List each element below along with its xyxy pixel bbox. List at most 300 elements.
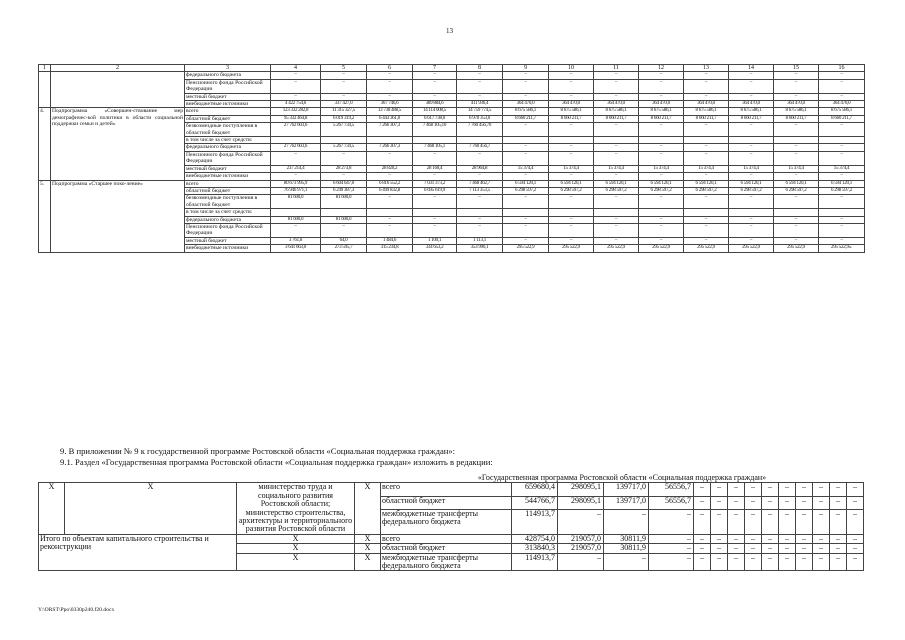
value-cell: – bbox=[796, 553, 813, 571]
value-cell: – bbox=[847, 496, 864, 509]
value-cell: 411 936,4 bbox=[457, 101, 503, 108]
value-cell: – bbox=[774, 195, 819, 209]
value-cell bbox=[321, 209, 367, 216]
value-cell: 367 746,6 bbox=[367, 101, 413, 108]
value-cell: – bbox=[639, 123, 684, 137]
value-cell bbox=[684, 137, 729, 144]
value-cell: 6 298 597,2 bbox=[639, 187, 684, 194]
value-cell: 8 660 211,7 bbox=[819, 115, 865, 122]
value-cell: 6 499 832,8 bbox=[367, 187, 413, 194]
value-cell: – bbox=[321, 79, 367, 93]
value-cell: – bbox=[594, 223, 639, 237]
value-cell: 14 759 774,5 bbox=[457, 108, 503, 115]
funding-source: внебюджетные источники bbox=[185, 245, 271, 252]
value-cell: 6 298 597,2 bbox=[503, 187, 549, 194]
funding-source: безвозмездные поступления в областной бюджет bbox=[185, 123, 271, 137]
column-number: 14 bbox=[729, 65, 774, 72]
column-number: 4 bbox=[271, 65, 321, 72]
funding-source: в том числе за счет средств: bbox=[185, 137, 271, 144]
value-cell: – bbox=[813, 483, 830, 496]
row-number bbox=[39, 72, 51, 108]
value-cell: 64,0 bbox=[321, 237, 367, 244]
value-cell: 56556,7 bbox=[649, 483, 694, 496]
column-number: 8 bbox=[457, 65, 503, 72]
value-cell: – bbox=[819, 93, 865, 100]
value-cell: – bbox=[367, 79, 413, 93]
value-cell: – bbox=[457, 223, 503, 237]
value-cell bbox=[594, 137, 639, 144]
value-cell: – bbox=[819, 237, 865, 244]
value-cell: – bbox=[594, 93, 639, 100]
program-heading-row bbox=[39, 474, 864, 483]
column-number: 9 bbox=[503, 65, 549, 72]
value-cell: – bbox=[728, 509, 745, 534]
value-cell: 30811,9 bbox=[604, 534, 649, 543]
value-cell: – bbox=[457, 173, 503, 180]
value-cell: – bbox=[779, 534, 796, 543]
value-cell: – bbox=[558, 553, 604, 571]
value-cell: – bbox=[745, 544, 762, 553]
value-cell: 114913,7 bbox=[512, 553, 558, 571]
table-row bbox=[39, 534, 864, 543]
value-cell: 8 660 211,7 bbox=[774, 115, 819, 122]
object-cell: X bbox=[65, 483, 237, 534]
amendment-note-9: 9. В приложении № 9 к государственной программе Ростовской области «Социальная поддержка граждан»: bbox=[60, 446, 456, 456]
column-number: 6 bbox=[367, 65, 413, 72]
value-cell: – bbox=[830, 553, 847, 571]
funding-source: областной бюджет bbox=[381, 544, 512, 553]
value-cell: – bbox=[762, 496, 779, 509]
value-cell: – bbox=[549, 151, 594, 165]
value-cell: – bbox=[830, 483, 847, 496]
value-cell: 295 522,9 bbox=[594, 245, 639, 252]
value-cell: – bbox=[594, 195, 639, 209]
value-cell bbox=[684, 209, 729, 216]
object-cell: X bbox=[237, 544, 355, 553]
spacer bbox=[39, 474, 381, 483]
value-cell: 81 600,0 bbox=[321, 216, 367, 223]
value-cell: 364 470,0 bbox=[503, 101, 549, 108]
value-cell: – bbox=[321, 223, 367, 237]
value-cell: 8 675 586,1 bbox=[549, 108, 594, 115]
value-cell: – bbox=[711, 496, 728, 509]
value-cell bbox=[639, 137, 684, 144]
value-cell: 6 970 353,0 bbox=[457, 115, 503, 122]
value-cell: – bbox=[684, 72, 729, 79]
value-cell bbox=[729, 209, 774, 216]
value-cell bbox=[413, 137, 457, 144]
value-cell: – bbox=[728, 553, 745, 571]
value-cell: 28 964,8 bbox=[457, 165, 503, 172]
program-name bbox=[51, 72, 185, 108]
amendment-note-9-1: 9.1. Раздел «Государственная программа Ростовской области «Социальная поддержка граждан» изложить в редакции: bbox=[60, 457, 493, 467]
value-cell: – bbox=[594, 173, 639, 180]
value-cell: – bbox=[728, 483, 745, 496]
value-cell: 6 298 597,2 bbox=[819, 187, 865, 194]
value-cell: – bbox=[729, 195, 774, 209]
object-cell: X bbox=[355, 544, 381, 553]
column-number-row bbox=[39, 65, 865, 72]
value-cell: – bbox=[639, 151, 684, 165]
value-cell: – bbox=[745, 496, 762, 509]
value-cell: – bbox=[694, 509, 711, 534]
value-cell: – bbox=[321, 72, 367, 79]
value-cell: 114913,7 bbox=[512, 509, 558, 534]
value-cell: 298095,1 bbox=[558, 483, 604, 496]
value-cell: – bbox=[594, 237, 639, 244]
column-number: 1 bbox=[39, 65, 51, 72]
funding-source: в том числе за счет средств: bbox=[185, 209, 271, 216]
capital-construction-table bbox=[38, 474, 864, 571]
value-cell: – bbox=[729, 223, 774, 237]
value-cell: – bbox=[711, 483, 728, 496]
value-cell: – bbox=[639, 144, 684, 151]
value-cell: – bbox=[549, 123, 594, 137]
value-cell: – bbox=[639, 216, 684, 223]
value-cell: – bbox=[604, 509, 649, 534]
value-cell: 298095,1 bbox=[558, 496, 604, 509]
value-cell: – bbox=[649, 534, 694, 543]
value-cell: 6 594 120,1 bbox=[774, 180, 819, 187]
value-cell: 364 470,0 bbox=[729, 101, 774, 108]
value-cell: – bbox=[729, 72, 774, 79]
table-row bbox=[39, 108, 865, 115]
value-cell: 6 594 120,1 bbox=[594, 180, 639, 187]
value-cell: – bbox=[503, 79, 549, 93]
value-cell: – bbox=[729, 123, 774, 137]
value-cell: – bbox=[457, 151, 503, 165]
value-cell: – bbox=[711, 534, 728, 543]
value-cell: 6 298 597,2 bbox=[774, 187, 819, 194]
funding-source: всего bbox=[381, 534, 512, 543]
value-cell: – bbox=[639, 79, 684, 93]
column-number: 15 bbox=[774, 65, 819, 72]
value-cell: 139717,0 bbox=[604, 483, 649, 496]
value-cell: 8 660 211,7 bbox=[639, 115, 684, 122]
value-cell bbox=[271, 209, 321, 216]
value-cell: – bbox=[796, 509, 813, 534]
value-cell: – bbox=[694, 544, 711, 553]
value-cell: 27 762 603,6 bbox=[271, 144, 321, 151]
value-cell: – bbox=[413, 93, 457, 100]
value-cell: 295 522,9 bbox=[774, 245, 819, 252]
value-cell: – bbox=[830, 509, 847, 534]
value-cell: – bbox=[503, 223, 549, 237]
value-cell: – bbox=[813, 534, 830, 543]
value-cell: 5 267 734,5 bbox=[321, 144, 367, 151]
value-cell: 237 214,4 bbox=[271, 165, 321, 172]
value-cell: – bbox=[684, 195, 729, 209]
value-cell bbox=[549, 209, 594, 216]
value-cell: – bbox=[549, 216, 594, 223]
funding-source: местный бюджет bbox=[185, 165, 271, 172]
value-cell: – bbox=[413, 216, 457, 223]
value-cell: – bbox=[549, 195, 594, 209]
value-cell: 6 594 120,1 bbox=[639, 180, 684, 187]
value-cell: – bbox=[457, 216, 503, 223]
funding-source: Пенсионного фонда Российской Федерации bbox=[185, 79, 271, 93]
value-cell: – bbox=[745, 483, 762, 496]
value-cell: 6 594 120,1 bbox=[503, 180, 549, 187]
budget-table bbox=[38, 64, 865, 253]
value-cell: 1 100,1 bbox=[413, 237, 457, 244]
value-cell: – bbox=[819, 79, 865, 93]
funding-source: внебюджетные источники bbox=[185, 101, 271, 108]
value-cell: 295 522,9 bbox=[639, 245, 684, 252]
value-cell: 295 522,9 bbox=[684, 245, 729, 252]
value-cell: 6 443 361,0 bbox=[367, 115, 413, 122]
value-cell: – bbox=[830, 534, 847, 543]
value-cell: 8 660 211,7 bbox=[549, 115, 594, 122]
value-cell: – bbox=[728, 534, 745, 543]
value-cell: – bbox=[684, 93, 729, 100]
page-number: 13 bbox=[446, 27, 453, 35]
value-cell: – bbox=[796, 496, 813, 509]
value-cell: – bbox=[774, 123, 819, 137]
value-cell: 7 468 105,10 bbox=[413, 123, 457, 137]
value-cell: 7 468 105,1 bbox=[413, 144, 457, 151]
value-cell: 8 675 586,1 bbox=[639, 108, 684, 115]
value-cell bbox=[774, 137, 819, 144]
value-cell: – bbox=[457, 72, 503, 79]
value-cell: – bbox=[729, 151, 774, 165]
value-cell: – bbox=[762, 483, 779, 496]
value-cell: – bbox=[779, 544, 796, 553]
value-cell: 30811,9 bbox=[604, 544, 649, 553]
value-cell: – bbox=[774, 79, 819, 93]
value-cell: – bbox=[774, 237, 819, 244]
value-cell: – bbox=[819, 123, 865, 137]
column-number: 16 bbox=[819, 65, 865, 72]
value-cell: 6 298 597,2 bbox=[549, 187, 594, 194]
value-cell: 8 660 211,7 bbox=[503, 115, 549, 122]
column-number: 7 bbox=[413, 65, 457, 72]
value-cell: – bbox=[830, 544, 847, 553]
value-cell: – bbox=[321, 151, 367, 165]
value-cell: 7 468 462,7 bbox=[457, 180, 503, 187]
value-cell: 6 617 738,0 bbox=[413, 115, 457, 122]
program-heading: «Государственная программа Ростовской области «Социальная поддержка граждан» bbox=[477, 474, 767, 482]
value-cell: 1 113,1 bbox=[457, 237, 503, 244]
value-cell: – bbox=[457, 93, 503, 100]
value-cell: 15 374,4 bbox=[549, 165, 594, 172]
value-cell: 81 600,0 bbox=[321, 195, 367, 209]
value-cell: – bbox=[558, 509, 604, 534]
value-cell: – bbox=[549, 72, 594, 79]
value-cell: – bbox=[813, 496, 830, 509]
value-cell: – bbox=[774, 173, 819, 180]
value-cell: 3 761,8 bbox=[271, 237, 321, 244]
value-cell: – bbox=[503, 123, 549, 137]
value-cell: – bbox=[728, 544, 745, 553]
value-cell: – bbox=[413, 223, 457, 237]
funding-source: областной бюджет bbox=[381, 496, 512, 509]
value-cell: 6 594 120,1 bbox=[549, 180, 594, 187]
value-cell: – bbox=[271, 223, 321, 237]
value-cell: 8 675 586,1 bbox=[503, 108, 549, 115]
value-cell: 6 816 552,2 bbox=[367, 180, 413, 187]
value-cell: – bbox=[847, 534, 864, 543]
value-cell: – bbox=[729, 237, 774, 244]
value-cell: – bbox=[729, 216, 774, 223]
value-cell: – bbox=[711, 553, 728, 571]
value-cell: 7 266 307,3 bbox=[367, 123, 413, 137]
funding-source: федерального бюджета bbox=[185, 72, 271, 79]
value-cell: – bbox=[729, 79, 774, 93]
value-cell: – bbox=[830, 496, 847, 509]
value-cell: 7 266 307,3 bbox=[367, 144, 413, 151]
funding-source: межбюджетные трансферты федерального бюджета bbox=[381, 553, 512, 571]
value-cell: 219057,0 bbox=[558, 534, 604, 543]
value-cell: – bbox=[694, 534, 711, 543]
value-cell: – bbox=[321, 173, 367, 180]
value-cell: – bbox=[762, 509, 779, 534]
value-cell: – bbox=[594, 72, 639, 79]
value-cell: – bbox=[819, 144, 865, 151]
value-cell: – bbox=[594, 79, 639, 93]
value-cell: – bbox=[813, 544, 830, 553]
value-cell: – bbox=[745, 553, 762, 571]
funding-source: внебюджетные источники bbox=[185, 173, 271, 180]
value-cell: – bbox=[774, 151, 819, 165]
value-cell: 219057,0 bbox=[558, 544, 604, 553]
value-cell: – bbox=[271, 72, 321, 79]
value-cell: 6 594 120,1 bbox=[819, 180, 865, 187]
value-cell: 6 604 647,0 bbox=[321, 180, 367, 187]
program-name: Подпрограмма «Совершен-ствование мер демографичес-кой политики в области социальной поддержки семьи и детей» bbox=[51, 108, 185, 180]
value-cell: – bbox=[503, 173, 549, 180]
value-cell: 1 484,6 bbox=[367, 237, 413, 244]
value-cell: – bbox=[779, 483, 796, 496]
value-cell: – bbox=[503, 93, 549, 100]
value-cell: – bbox=[819, 151, 865, 165]
value-cell: – bbox=[367, 72, 413, 79]
value-cell: – bbox=[639, 223, 684, 237]
value-cell: 337 427,0 bbox=[321, 101, 367, 108]
value-cell: – bbox=[594, 144, 639, 151]
value-cell: 28 820,2 bbox=[367, 165, 413, 172]
value-cell: – bbox=[684, 144, 729, 151]
funding-source: областной бюджет bbox=[185, 187, 271, 194]
value-cell: 6 298 597,2 bbox=[684, 187, 729, 194]
table-row bbox=[39, 180, 865, 187]
value-cell: 15 374,4 bbox=[819, 165, 865, 172]
value-cell: – bbox=[729, 144, 774, 151]
value-cell: 6 249 387,3 bbox=[321, 187, 367, 194]
value-cell: 13 738 488,5 bbox=[367, 108, 413, 115]
file-path-footer: Y:\ORST\Ppo\0330p240.f20.docx bbox=[38, 607, 115, 613]
row-number: 4. bbox=[39, 108, 51, 180]
value-cell: – bbox=[549, 93, 594, 100]
value-cell bbox=[271, 137, 321, 144]
object-cell: X bbox=[237, 534, 355, 543]
value-cell bbox=[729, 137, 774, 144]
value-cell: 81 600,0 bbox=[271, 216, 321, 223]
value-cell bbox=[774, 209, 819, 216]
value-cell: – bbox=[694, 483, 711, 496]
value-cell: – bbox=[639, 195, 684, 209]
value-cell: 15 374,4 bbox=[639, 165, 684, 172]
column-number: 13 bbox=[684, 65, 729, 72]
value-cell: – bbox=[271, 93, 321, 100]
value-cell: 4 422 754,6 bbox=[271, 101, 321, 108]
funding-source: всего bbox=[185, 180, 271, 187]
value-cell: 295 522,9». bbox=[819, 245, 865, 252]
value-cell: – bbox=[847, 509, 864, 534]
value-cell: – bbox=[649, 553, 694, 571]
value-cell: – bbox=[639, 237, 684, 244]
value-cell: 364 470,0 bbox=[774, 101, 819, 108]
value-cell: – bbox=[367, 173, 413, 180]
value-cell: – bbox=[503, 72, 549, 79]
value-cell: – bbox=[413, 173, 457, 180]
value-cell: – bbox=[774, 72, 819, 79]
value-cell: – bbox=[779, 496, 796, 509]
value-cell: – bbox=[694, 496, 711, 509]
value-cell bbox=[457, 137, 503, 144]
value-cell: – bbox=[774, 93, 819, 100]
value-cell: 8 660 211,7 bbox=[684, 115, 729, 122]
funding-source: безвозмездные поступления в областной бюджет bbox=[185, 195, 271, 209]
value-cell: – bbox=[271, 151, 321, 165]
program-name: Подпрограмма «Старшее поко-ление» bbox=[51, 180, 185, 252]
value-cell: – bbox=[819, 72, 865, 79]
funding-source: областной бюджет bbox=[185, 115, 271, 122]
value-cell: 7 031 373,2 bbox=[413, 180, 457, 187]
value-cell: 334 653,2 bbox=[413, 245, 457, 252]
value-cell: – bbox=[819, 195, 865, 209]
value-cell: 364 470,0 bbox=[639, 101, 684, 108]
value-cell: – bbox=[503, 237, 549, 244]
value-cell: 313840,3 bbox=[512, 544, 558, 553]
funding-source: Пенсионного фонда Российской Федерации bbox=[185, 223, 271, 237]
value-cell bbox=[367, 137, 413, 144]
table-row bbox=[39, 72, 865, 79]
value-cell: 15 374,4 bbox=[774, 165, 819, 172]
value-cell: – bbox=[819, 216, 865, 223]
value-cell: – bbox=[649, 544, 694, 553]
value-cell: – bbox=[684, 151, 729, 165]
value-cell: 6 695 619,9 bbox=[413, 187, 457, 194]
total-label: Итого по объектам капитального строительства и реконструкции bbox=[39, 534, 237, 571]
value-cell: 364 470,0 bbox=[549, 101, 594, 108]
value-cell: 6 298 597,2 bbox=[594, 187, 639, 194]
value-cell: – bbox=[321, 93, 367, 100]
value-cell: 8 660 211,7 bbox=[594, 115, 639, 122]
row-number: 5. bbox=[39, 180, 51, 252]
table-row bbox=[39, 483, 864, 496]
value-cell: 28 273,8 bbox=[321, 165, 367, 172]
value-cell: – bbox=[367, 93, 413, 100]
value-cell: 295 522,9 bbox=[549, 245, 594, 252]
value-cell: – bbox=[684, 173, 729, 180]
value-cell: – bbox=[745, 509, 762, 534]
value-cell: – bbox=[711, 509, 728, 534]
value-cell: 389 884,6 bbox=[413, 101, 457, 108]
value-cell: – bbox=[457, 195, 503, 209]
column-number: 5 bbox=[321, 65, 367, 72]
value-cell: 15 374,4 bbox=[684, 165, 729, 172]
value-cell: 28 160,4 bbox=[413, 165, 457, 172]
value-cell: 6 019 319,2 bbox=[321, 115, 367, 122]
value-cell: – bbox=[774, 216, 819, 223]
value-cell: 139717,0 bbox=[604, 496, 649, 509]
value-cell: 8 660 211,7 bbox=[729, 115, 774, 122]
value-cell: 8 675 586,1 bbox=[819, 108, 865, 115]
funding-source: федерального бюджета bbox=[185, 216, 271, 223]
value-cell: 7 760 456,70 bbox=[457, 123, 503, 137]
value-cell: – bbox=[367, 195, 413, 209]
